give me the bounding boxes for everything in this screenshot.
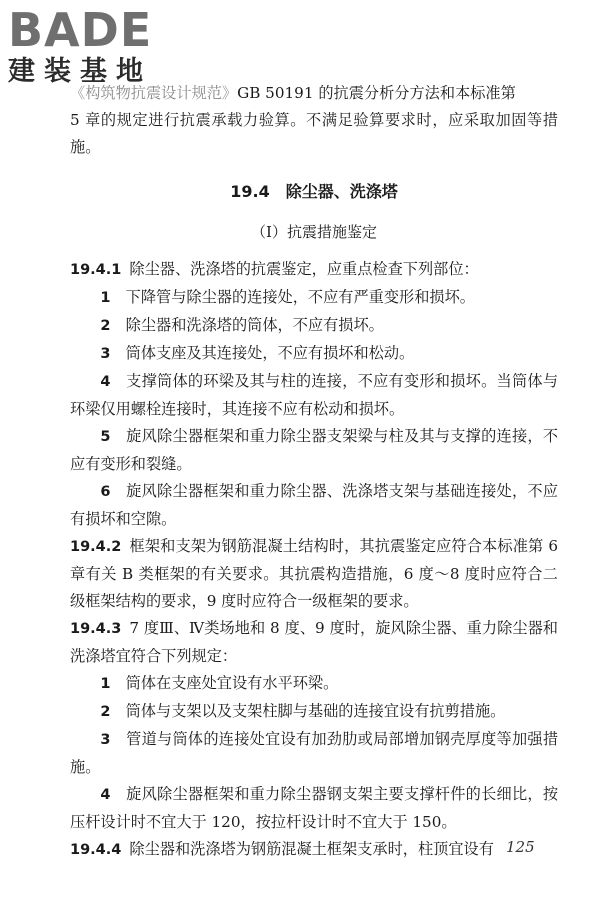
intro-faded-text: 《构筑物抗震设计规范》 <box>70 84 238 102</box>
logo-subtitle: 建装基地 <box>8 56 152 87</box>
list-item: 4 旋风除尘器框架和重力除尘器钢支架主要支撑杆件的长细比，按压杆设计时不宜大于 120，按拉杆设计时不宜大于 150。 <box>70 785 559 831</box>
clause-number: 19.4.4 <box>70 842 122 858</box>
clause-19-4-2 <box>70 533 558 615</box>
clause-text: 7 度Ⅲ、Ⅳ类场地和 8 度、9 度时，旋风除尘器、重力除尘器和洗涤塔宜符合下列规定： <box>70 619 558 665</box>
logo-wordmark: BADE <box>8 3 153 57</box>
intro-line <box>70 80 558 107</box>
list-item: 4 支撑筒体的环梁及其与柱的连接，不应有变形和损坏。当筒体与环梁仅用螺栓连接时，其连接不应有松动和损坏。 <box>70 372 559 418</box>
clause-number: 19.4.2 <box>70 539 122 555</box>
page-number: 125 <box>506 838 535 856</box>
list-item: 3 筒体支座及其连接处，不应有损坏和松动。 <box>100 344 415 362</box>
clause-text: 除尘器、洗涤塔的抗震鉴定，应重点检查下列部位： <box>129 260 479 278</box>
list-item: 5 旋风除尘器框架和重力除尘器支架梁与柱及其与支撑的连接，不应有变形和裂缝。 <box>70 427 559 473</box>
section-title: 19.4 除尘器、洗涤塔 <box>230 182 398 201</box>
list-item: 3 管道与筒体的连接处宜设有加劲肋或局部增加钢壳厚度等加强措施。 <box>70 730 559 776</box>
clause-number: 19.4.3 <box>70 621 122 637</box>
list-item: 2 除尘器和洗涤塔的筒体，不应有损坏。 <box>100 316 384 334</box>
intro-continuation: 5 章的规定进行抗震承载力验算。不满足验算要求时，应采取加固等措施。 <box>70 111 558 156</box>
intro-text: GB 50191 的抗震分析分方法和本标准第 <box>237 84 516 102</box>
list-item: 1 筒体在支座处宜设有水平环梁。 <box>100 674 339 692</box>
document-page <box>70 80 558 864</box>
bade-logo <box>8 4 178 88</box>
list-item: 6 旋风除尘器框架和重力除尘器、洗涤塔支架与基础连接处，不应有损坏和空隙。 <box>70 482 559 528</box>
clause-19-4-1 <box>70 256 558 284</box>
clause-text: 框架和支架为钢筋混凝土结构时，其抗震鉴定应符合本标准第 6 章有关 B 类框架的有关要求。其抗震构造措施，6 度～8 度时应符合二级框架结构的要求，9 度时应符合一级框架的要求。 <box>70 537 558 610</box>
list-item: 1 下降管与除尘器的连接处，不应有严重变形和损坏。 <box>100 288 475 306</box>
clause-19-4-3 <box>70 615 558 670</box>
list-item: 2 筒体与支架以及支架柱脚与基础的连接宜设有抗剪措施。 <box>100 702 506 720</box>
subsection-title: （Ⅰ）抗震措施鉴定 <box>251 223 377 241</box>
clause-19-4-4 <box>70 836 558 864</box>
clause-number: 19.4.1 <box>70 262 122 278</box>
clause-text: 除尘器和洗涤塔为钢筋混凝土框架支承时，柱顶宜设有 <box>129 840 494 858</box>
